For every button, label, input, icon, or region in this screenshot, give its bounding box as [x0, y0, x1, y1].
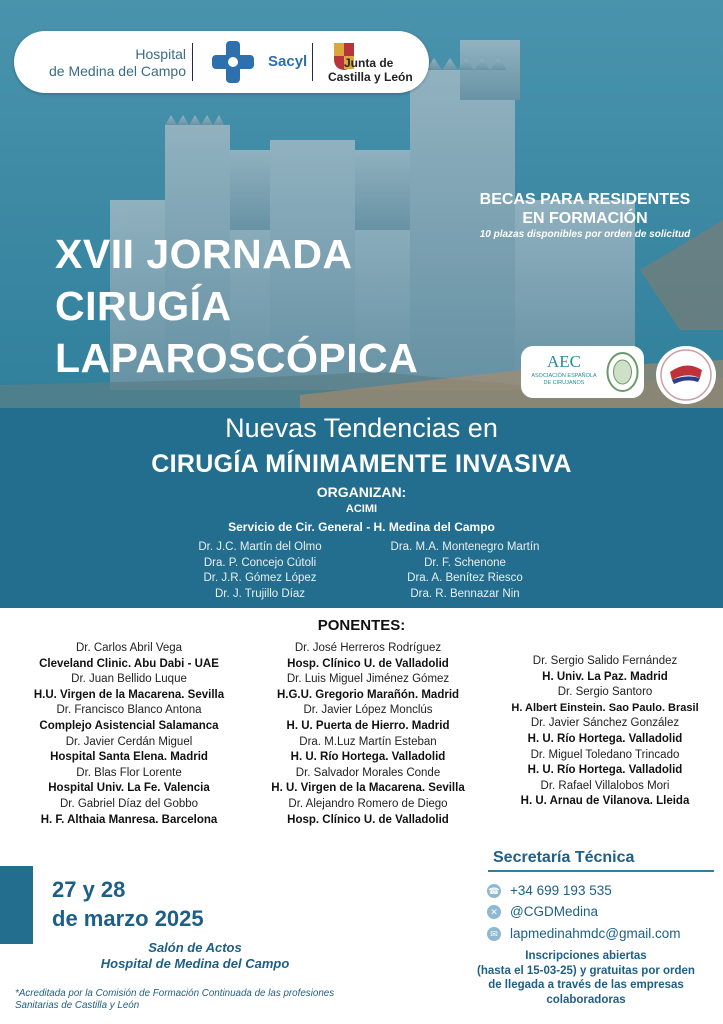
speaker-name: Dr. Sergio Salido Fernández: [532, 655, 678, 667]
aec-name-line2: DE CIRUJANOS: [543, 380, 585, 386]
organizers-right-column: [365, 540, 565, 602]
title-line3: LAPAROSCÓPICA: [55, 335, 419, 381]
event-date: [52, 875, 204, 933]
organizer-name: Dra. A. Benítez Riesco: [407, 572, 523, 584]
speaker-institution: Hospital Univ. La Fe. Valencia: [48, 782, 210, 795]
acimi-seal-icon: [606, 351, 639, 393]
inscription-info: [452, 949, 720, 1007]
speakers-column-1: [14, 641, 244, 828]
hospital-line1: Hospital: [135, 46, 186, 62]
subtitle-line1: Nuevas Tendencias en: [225, 413, 498, 443]
speaker-institution: H. F. Althaia Manresa. Barcelona: [40, 813, 218, 826]
speakers-heading: PONENTES:: [317, 617, 406, 634]
speaker-name: Dr. Blas Flor Lorente: [76, 766, 182, 779]
aec-acronym: AEC: [547, 352, 581, 371]
junta-line2: Castilla y León: [328, 70, 413, 84]
event-venue: [40, 940, 350, 972]
logo-divider: [192, 43, 193, 81]
speaker-name: Dr. Alejandro Romero de Diego: [288, 797, 448, 810]
inscription-line4: colaboradoras: [546, 993, 626, 1006]
email-text[interactable]: lapmedinahmdc@gmail.com: [510, 926, 681, 941]
secretaria-underline: [488, 870, 714, 872]
phone-text[interactable]: +34 699 193 535: [510, 883, 612, 898]
society-emblem-icon: [656, 346, 716, 404]
twitter-handle[interactable]: @CGDMedina: [510, 904, 598, 919]
sacyl-logo-icon: [212, 41, 256, 83]
society-round-logo: [656, 346, 716, 404]
speaker-institution: Hosp. Clínico U. de Valladolid: [287, 657, 449, 670]
logo-divider: [312, 43, 313, 81]
aec-name: [525, 373, 603, 387]
becas-title-line2: EN FORMACIÓN: [522, 210, 648, 227]
organizer-name: Dra. P. Concejo Cútoli: [203, 556, 317, 569]
speakers-column-3: [492, 654, 718, 810]
speaker-name: Dr. Juan Bellido Luque: [71, 673, 187, 686]
speaker-institution: H.U. Virgen de la Macarena. Sevilla: [33, 688, 225, 701]
speaker-institution: Hospital Santa Elena. Madrid: [50, 751, 208, 764]
subtitle-line2: CIRUGÍA MÍNIMAMENTE INVASIVA: [151, 450, 572, 478]
date-line1: 27 y 28: [52, 877, 126, 902]
speaker-name: Dr. Luis Miguel Jiménez Gómez: [286, 673, 450, 686]
speaker-institution: H. U. Virgen de la Macarena. Sevilla: [271, 782, 465, 795]
speaker-institution: H. U. Río Hortega. Valladolid: [290, 751, 446, 764]
speaker-institution: Complejo Asistencial Salamanca: [39, 719, 219, 732]
phone-icon: ☎: [488, 886, 500, 896]
speaker-institution: Cleveland Clinic. Abu Dabi - UAE: [39, 657, 219, 670]
organizer-name: Dra. M.A. Montenegro Martín: [390, 541, 540, 553]
institution-logos-bar: [14, 31, 429, 93]
speaker-institution: H. U. Puerta de Hierro. Madrid: [286, 719, 450, 732]
speaker-name: Dr. Francisco Blanco Antona: [56, 704, 202, 717]
speaker-institution: H.G.U. Gregorio Marañón. Madrid: [276, 688, 460, 701]
junta-label: [328, 56, 413, 84]
date-accent-bar: [0, 866, 33, 944]
speaker-name: Dr. José Herreros Rodríguez: [294, 642, 442, 654]
speakers-column-2: [252, 641, 484, 828]
organizer-service: Servicio de Cir. General - H. Medina del Campo: [228, 520, 495, 534]
organizer-name: Dr. F. Schenone: [424, 556, 506, 569]
speaker-name: Dr. Sergio Santoro: [557, 686, 653, 699]
secretaria-title: Secretaría Técnica: [493, 849, 635, 866]
aec-logo: [521, 346, 644, 398]
organizer-name: Dr. J.R. Gómez López: [203, 572, 317, 584]
speaker-institution: H. U. Río Hortega. Valladolid: [527, 732, 683, 745]
organizer-name: Dr. J. Trujillo Díaz: [214, 587, 306, 600]
speaker-institution: H. Albert Einstein. Sao Paulo. Brasil: [511, 701, 699, 714]
venue-line1: Salón de Actos: [148, 940, 242, 955]
becas-title-line1: BECAS PARA RESIDENTES: [479, 191, 691, 208]
inscription-line2: (hasta el 15-03-25) y gratuitas por orden: [477, 964, 695, 977]
title-line2: CIRUGÍA: [55, 283, 232, 329]
speaker-name: Dr. Rafael Villalobos Mori: [540, 779, 670, 792]
becas-announcement: [460, 190, 710, 240]
organizer-name: Dra. R. Bennazar Nin: [410, 587, 520, 600]
speaker-name: Dr. Salvador Morales Conde: [295, 766, 441, 779]
junta-line1: Junta de: [344, 56, 394, 70]
hospital-logo-text: [24, 46, 186, 80]
speaker-name: Dr. Miguel Toledano Trincado: [530, 748, 680, 761]
email-icon: ✉: [487, 927, 501, 941]
organizers-left-column: [160, 540, 360, 602]
speaker-name: Dr. Javier López Monclús: [303, 704, 433, 717]
venue-line2: Hospital de Medina del Campo: [100, 956, 290, 971]
speaker-name: Dr. Javier Sánchez González: [530, 717, 680, 730]
accreditation-note: *Acreditada por la Comisión de Formación Continuada de las profesiones Sanitarias de Castilla y León: [15, 988, 335, 1011]
speaker-name: Dr. Carlos Abril Vega: [75, 642, 183, 654]
becas-subtitle: 10 plazas disponibles por orden de solicitud: [479, 229, 691, 240]
speaker-name: Dr. Gabriel Díaz del Gobbo: [59, 797, 199, 810]
hospital-line2: de Medina del Campo: [49, 63, 186, 79]
organizer-name: Dr. J.C. Martín del Olmo: [198, 541, 322, 553]
organizers-heading: ORGANIZAN:: [316, 484, 407, 500]
x-twitter-icon: ✕: [487, 905, 501, 919]
speaker-institution: H. U. Río Hortega. Valladolid: [527, 764, 683, 777]
event-title: [55, 228, 418, 384]
organizer-acimi: ACIMI: [345, 503, 378, 515]
speaker-name: Dra. M.Luz Martín Esteban: [299, 735, 437, 748]
title-line1: XVII JORNADA: [55, 231, 353, 277]
speaker-institution: Hosp. Clínico U. de Valladolid: [287, 813, 449, 826]
aec-name-line1: ASOCIACIÓN ESPAÑOLA: [531, 373, 597, 379]
inscription-line1: Inscripciones abiertas: [525, 950, 647, 962]
sacyl-label: Sacyl: [268, 53, 308, 70]
speaker-name: Dr. Javier Cerdán Miguel: [65, 735, 193, 748]
date-line2: de marzo 2025: [52, 906, 204, 931]
speaker-institution: H. U. Arnau de Vilanova. Lleida: [520, 795, 690, 808]
inscription-line3: de llegada a través de las empresas: [488, 979, 684, 991]
speaker-institution: H. Univ. La Paz. Madrid: [542, 670, 668, 683]
